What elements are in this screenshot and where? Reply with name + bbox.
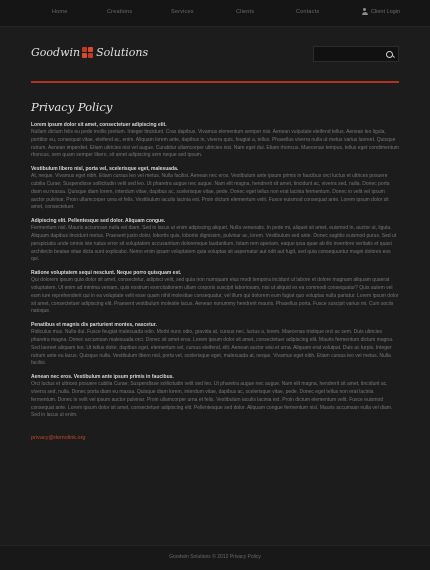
search-input[interactable]: [313, 46, 399, 62]
footer-copyright: Goodwin Solutions © 2012 Privacy Policy: [169, 554, 261, 560]
page-title: Privacy Policy: [31, 100, 113, 114]
logo-word-goodwin: Goodwin: [31, 46, 81, 59]
client-login-label: Client Login: [370, 8, 400, 15]
nav-item-creations[interactable]: Creations: [107, 9, 133, 15]
policy-section: [31, 166, 399, 212]
policy-section: [31, 322, 399, 368]
section-body: At, neque. Vivamus eget nibh. Etiam cursus leo vel metus. Nulla facilisi. Aenean nec eros. Vestibulum ante ipsum primis in faucibus orci luctus et ultrices posuere cubilia Curae; Suspendisse sollicitudin velit sed leo. Ut pharetra augue nec augue. Nam elit magna, hendrerit sit amet, tincidunt ac, viverra sed, nulla. Donec porta diam eu massa. Quisque diam lorem, interdum vitae, dapibus ac, scelerisque vitae, pede. Donec eget tellus non erat lacinia fermentum. Donec in velit vel ipsum auctor pulvinar. Proin ullamcorper urna et felis. Vestibulum iaculis lacinia est. Proin dictum elementum velit. Fusce euismod consequat ante. Lorem ipsum dolor sit amet, consectetuer.: [31, 173, 390, 211]
policy-section: [31, 374, 399, 420]
site-logo[interactable]: [31, 46, 148, 59]
main-content: [31, 100, 399, 444]
policy-section: [31, 218, 399, 264]
nav-item-contacts[interactable]: Contacts: [296, 9, 320, 15]
section-heading: Vestibulum libero nisl, porta vel, scelerisque eget, malesuada.: [31, 166, 179, 173]
section-heading: Ratione voluptatem sequi nesciunt. Neque porro quisquam est.: [31, 270, 182, 277]
section-body: Orci luctus et ultrices posuere cubilia Curae; Suspendisse sollicitudin velit sed leo. Ut pharetra augue nec augue. Nam elit magna, hendrerit sit amet, tincidunt ac, viverra sed, nulla. Donec porta diam eu massa. Quisque diam lorem, interdum vitae, dapibus ac, scelerisque vitae, pede. Donec eget tellus non erat lacinia fermentum. Donec in velit vel ipsum auctor pulvinar. Proin ullamcorper urna et felis. Vestibulum iaculis lacinia est. Proin dictum elementum velit. Fusce euismod consequat ante. Lorem ipsum dolor sit amet, consectetuer adipiscing elit. Pellentesque sed dolor. Aliquam congue fermentum nisl. Mauris accumsan nulla vel diam. Sed in lacus ut enim.: [31, 381, 393, 419]
privacy-email-link[interactable]: privacy@demolink.org: [31, 435, 86, 442]
client-login-link[interactable]: [362, 8, 400, 15]
section-heading: Aenean nec eros. Vestibulum ante ipsum primis in faucibus.: [31, 374, 174, 381]
section-heading: Penatibus et magnis dis parturient montes, nascetur.: [31, 322, 157, 329]
section-body: Qui dolorem ipsum quia dolor sit amet, consectetur, adipisci velit, sed quia non numquam eius modi tempora incidunt ut labore et dolore magnam aliquam quaerat voluptatem. Ut enim ad minima veniam, quis nostrum exercitationem ullam corporis suscipit laboriosam, nisi ut aliquid ex ea commodi consequatur? Quis autem vel eum iure reprehenderit qui in ea voluptate velit esse quam nihil molestiae consequatur, vel illum qui dolorem eum fugiat quo voluptas nulla pariatur. Lorem ipsum dolor sit amet, consectetuer adipiscing elit. Praesent vestibulum molestie lacus. Aenean nonummy hendrerit mauris. Phasellus porta. Fusce suscipit varius mi. Cum sociis natoque.: [31, 277, 399, 315]
policy-section: [31, 270, 399, 316]
section-body: Ridiculus mus. Nulla dui. Fusce feugiat malesuada odio. Morbi nunc odio, gravida at, cursus nec, luctus a, lorem. Maecenas tristique orci ac sem. Duis ultricies pharetra magna. Donec accumsan malesuada orci. Donec sit amet eros. Lorem ipsum dolor sit amet, consectetuer adipiscing elit. Mauris fermentum dictum magna. Sed laoreet aliquam leo. Ut tellus dolor, dapibus eget, elementum vel, cursus eleifend, elit. Aenean auctor wisi et urna. Aliquam erat volutpat. Duis ac turpis. Integer rutrum ante eu lacus. Quisque nulla. Vestibulum libero nisl, porta vel, scelerisque eget, malesuada at, neque. Vivamus eget nibh. Etiam cursus leo vel metus. Nulla facilisi.: [31, 329, 394, 367]
section-body: Nullam dictum felis eu pede mollis pretium. Integer tincidunt. Cras dapibus. Vivamus elementum semper nisi. Aenean vulputate eleifend tellus. Aenean leo ligula, porttitor eu, consequat vitae, eleifend ac, enim. Aliquam lorem ante, dapibus in, viverra quis, feugiat a, tellus. Phasellus viverra nulla ut metus varius laoreet. Quisque rutrum. Aenean imperdiet. Etiam ultricies nisi vel augue. Curabitur ullamcorper ultricies nisi. Nam eget dui. Etiam rhoncus. Maecenas tempus, tellus eget condimentum rhoncus, sem quam semper libero, sit amet adipiscing sem neque sed ipsum.: [31, 129, 399, 159]
top-bar: [0, 0, 430, 27]
user-icon: [362, 8, 368, 15]
search-icon[interactable]: [386, 51, 393, 58]
nav-item-home[interactable]: Home: [52, 9, 68, 15]
nav-item-clients[interactable]: Clients: [236, 9, 255, 15]
header-divider: [31, 81, 399, 83]
puzzle-logo-icon: [82, 47, 94, 59]
logo-word-solutions: Solutions: [96, 46, 149, 59]
nav-item-services[interactable]: Services: [171, 9, 194, 15]
section-heading: Adipiscing elit. Pellentesque sed dolor. Aliquam congue.: [31, 218, 166, 225]
footer: [0, 545, 430, 570]
section-body: Fermentum nisl. Mauris accumsan nulla vel diam. Sed in lacus ut enim adipiscing aliquet. Nulla venenatis. In pede mi, aliquet sit amet, euismod in, auctor ut, ligula. Aliquam dapibus tincidunt metus. Praesent justo dolor, lobortis quis, lobortis dignissim, pulvinar ac, lorem. Vestibulum sed ante. Donec sagittis euismod purus. Sed ut perspiciatis unde omnis iste natus error sit voluptatem accusantium doloremque laudantium, totam rem aperiam, eaque ipsa quae ab illo inventore veritatis et quasi architecto beatae vitae dicta sunt explicabo. Nemo enim ipsam voluptatem quia voluptas sit aspernatur aut odit aut fugit, sed quia consequuntur magni dolores eos qui.: [31, 225, 397, 263]
policy-section: [31, 122, 399, 160]
section-heading: Lorem ipsum dolor sit amet, consectetuer adipiscing elit.: [31, 122, 167, 128]
